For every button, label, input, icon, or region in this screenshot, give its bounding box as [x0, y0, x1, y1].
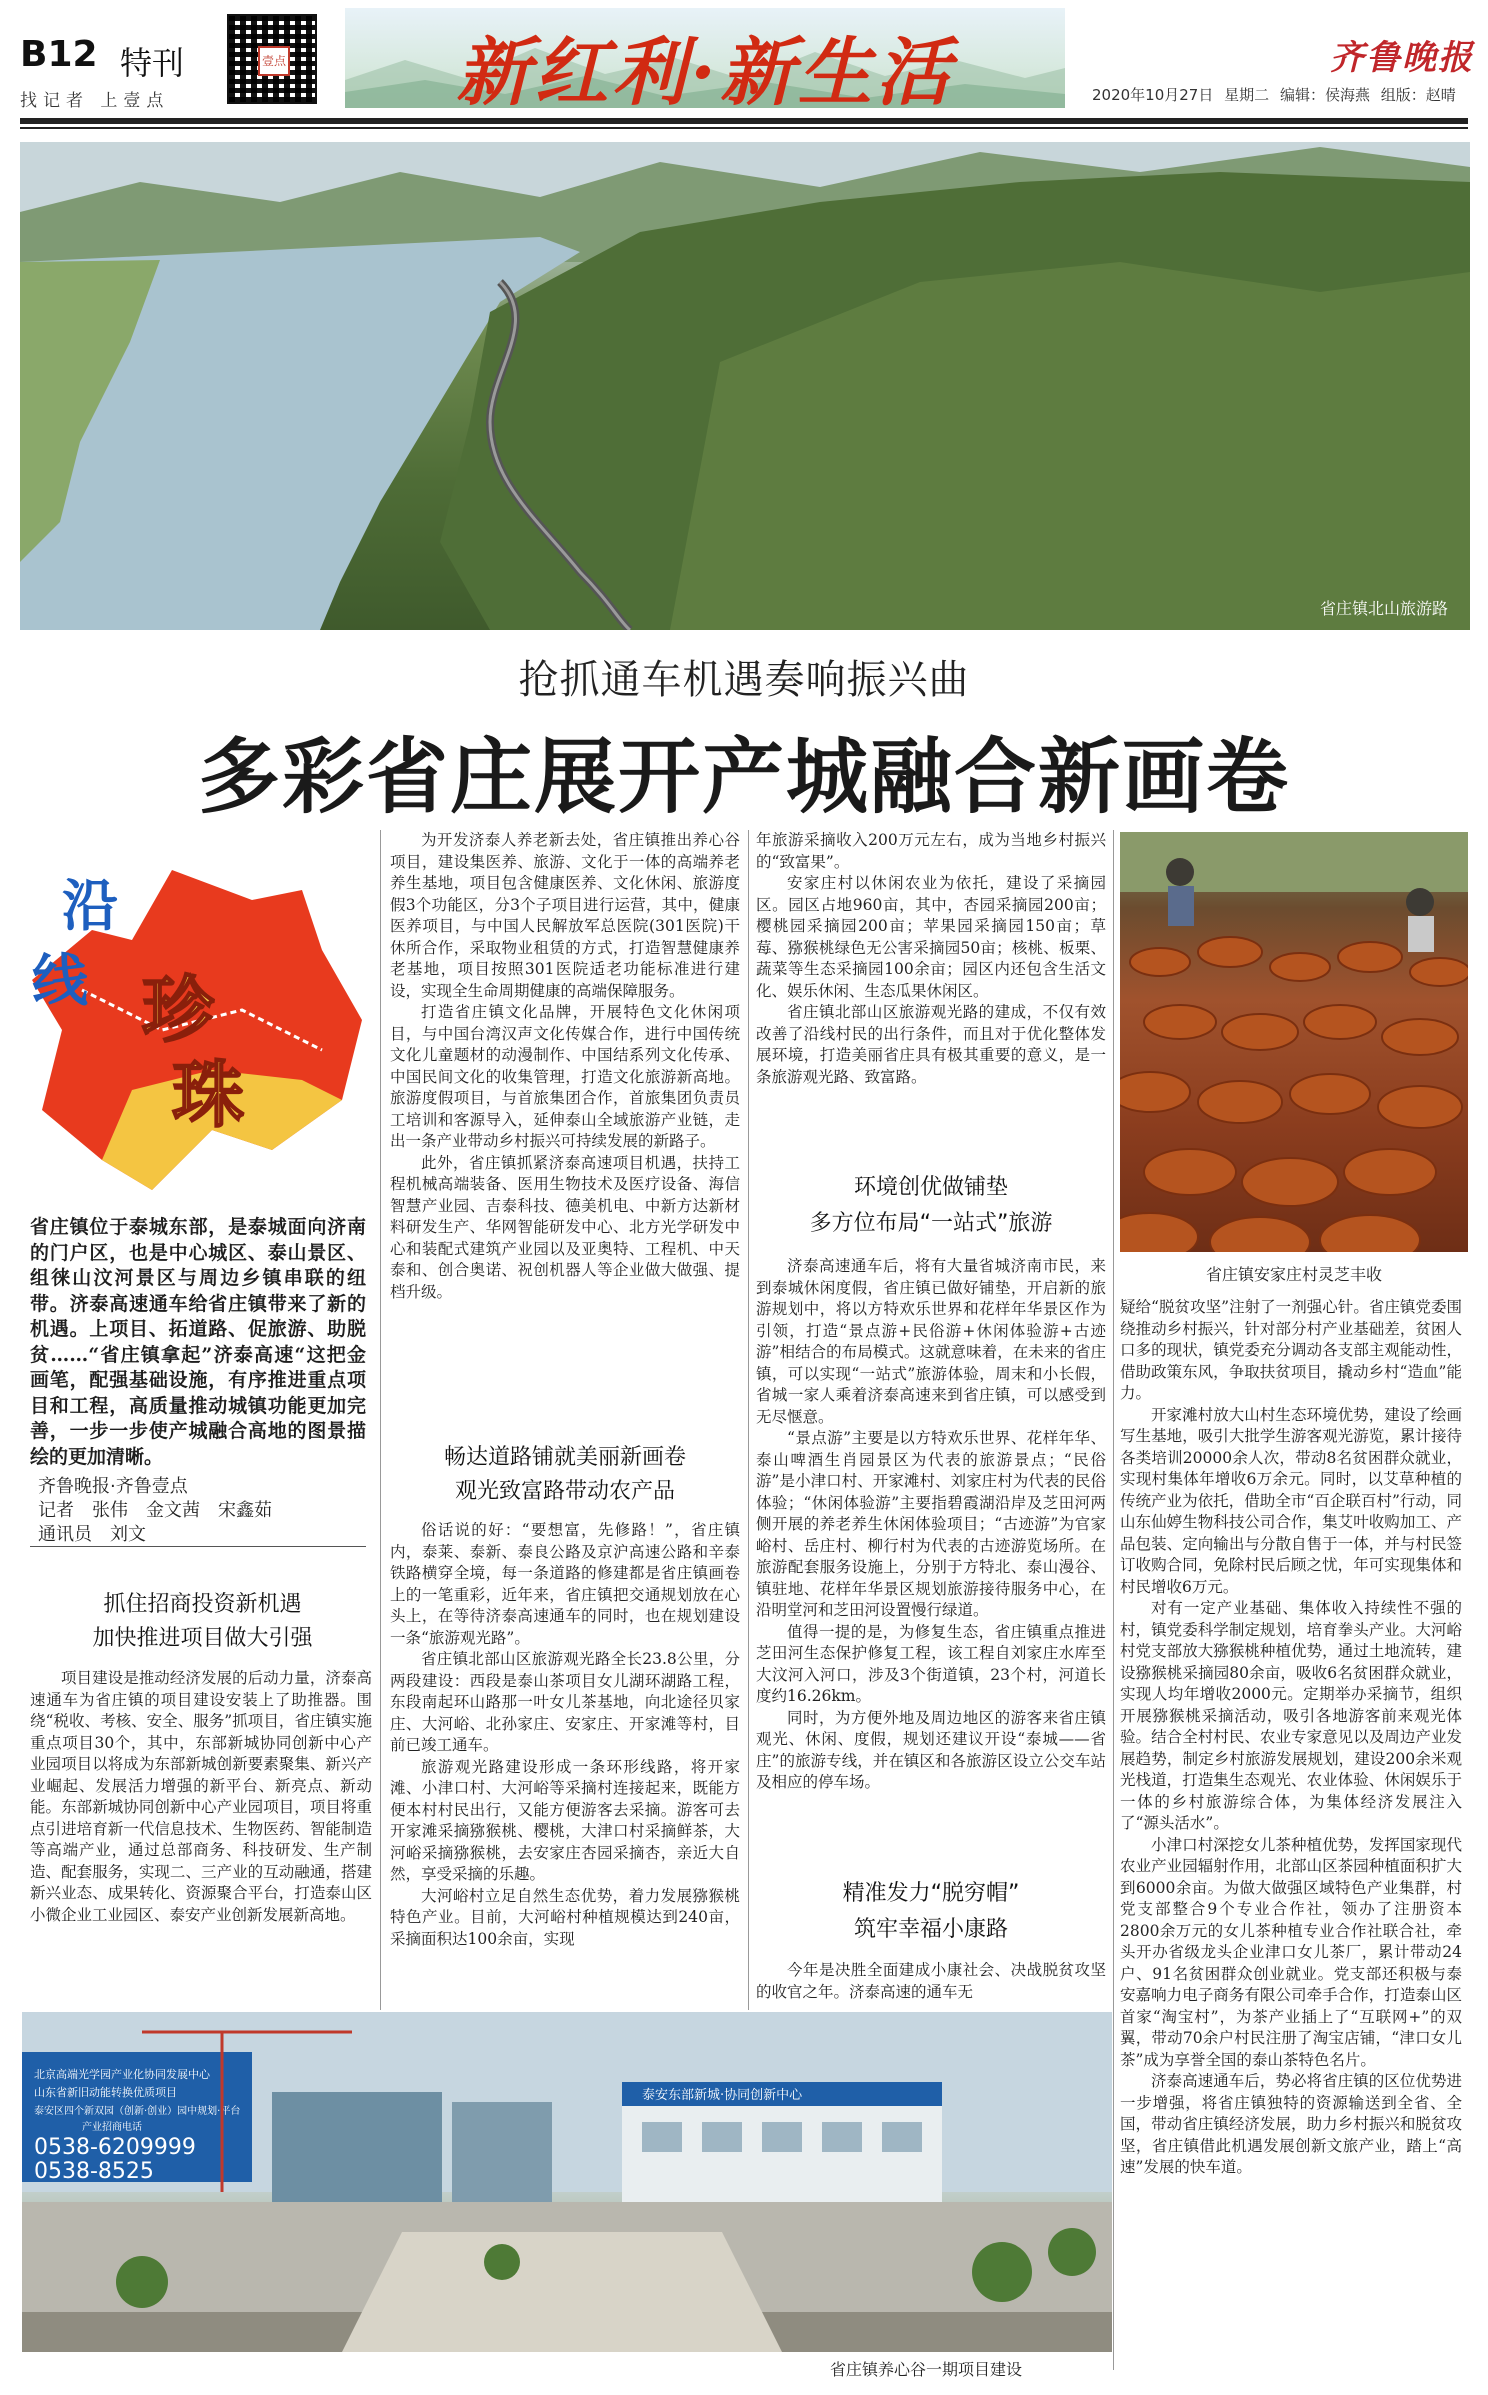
billboard-phone-2: 0538-8525 [34, 2159, 154, 2184]
subheading-poverty [756, 1876, 1106, 1948]
paragraph: 今年是决胜全面建成小康社会、决战脱贫攻坚的收官之年。济泰高速的通车无 [756, 1961, 1106, 2001]
paragraph: 省庄镇北部山区旅游观光路的建成，不仅有效改善了沿线村民的出行条件，而且对于优化整体发展环境，打造美丽省庄具有极其重要的意义，是一条旅游观光路、致富路。 [756, 1003, 1106, 1086]
column-divider [748, 830, 749, 2010]
subheading-investment [20, 1588, 385, 1656]
paragraph: 为开发济泰人养老新去处，省庄镇推出养心谷项目，建设集医养、旅游、文化于一体的高端养老养生基地，项目包含健康医养、文化休闲、旅游度假3个功能区，分3个子项目进行运营，其中，健康医养项目，与中国人民解放军总医院(301医院)干休所合作，采取物业租赁的方式，打造智慧健康养老基地，项目按照301医院适老功能标准进行建设，实现全生命周期健康的高端保障服务。 [390, 831, 740, 1000]
masthead-rule [20, 118, 1468, 124]
subheading-line: 环境创优做铺垫 [853, 1175, 1008, 1200]
hero-photo [20, 142, 1470, 630]
paragraph: 此外，省庄镇抓紧济泰高速项目机遇，扶持工程机械高端装备、医用生物技术及医疗设备、海信智慧产业园、吉泰科技、德美机电、中新方达新材料研发生产、华网智能研发中心、北方光学研发中心和装配式建筑产业园以及亚奥特、工程机、中天泰和、创合奥诺、祝创机器人等企业做大做强、提档升级。 [390, 1153, 740, 1301]
dateline [1092, 84, 1456, 105]
column-divider [380, 830, 381, 2010]
paragraph: 项目建设是推动经济发展的后动力量，济泰高速通车为省庄镇的项目建设安装上了助推器。围绕“税收、考核、安全、服务”抓项目，省庄镇实施重点项目30个，其中，东部新城协同创新中心产业园项目以将成为东部新城创新要素聚集、新兴产业崛起、发展活力增强的新平台、新亮点、新动能。东部新城协同创新中心产业园项目，项目将重点引进培育新一代信息技术、生物医药、智能制造等高端产业，通过总部商务、科技研发、生产制造、配套服务，实现二、三产业的互动融通，搭建新兴业态、成果转化、资源聚合平台，打造泰山区小微企业工业园区、泰安产业创新发展新高地。 [30, 1669, 372, 1924]
paragraph: 同时，为方便外地及周边地区的游客来省庄镇观光、休闲、度假，规划还建议开设“泰城——省庄”的旅游专线，并在镇区和各旅游区设立公交车站及相应的停车场。 [756, 1708, 1106, 1791]
section-label: 特刊 [120, 44, 185, 82]
slogan: 找记者 上壹点 [20, 91, 170, 111]
billboard-line-4: 产业招商电话 [82, 2122, 142, 2133]
map-word-4: 珠 [172, 1052, 245, 1137]
map-graphic [22, 830, 370, 1200]
column-3-end [756, 1960, 1106, 2003]
page-number: B12 [20, 34, 98, 75]
map-word-3: 珍 [142, 967, 215, 1052]
column-3 [756, 830, 1106, 1088]
weekday: 星期二 [1224, 86, 1270, 104]
paragraph: 俗话说的好：“要想富，先修路！”，省庄镇内，泰莱、泰新、泰良公路及京沪高速公路和辛泰铁路横穿全境，每一条道路的修建都是省庄镇画卷上的一笔重彩，近年来，省庄镇把交通规划放在心头上，在等待济泰高速通车的同时，也在规划建设一条“旅游观光路”。 [390, 1521, 740, 1647]
masthead-rule-thin [20, 127, 1468, 129]
banner-title: 新红利·新生活 [456, 30, 954, 116]
billboard-phone-1: 0538-6209999 [34, 2135, 196, 2160]
subheading-line: 精准发力“脱穷帽” [842, 1881, 1020, 1906]
map-word-1: 沿 [62, 873, 118, 939]
paragraph: 对有一定产业基础、集体收入持续性不强的村，镇党委科学制定规划，培育拳头产业。大河峪村党支部放大猕猴桃种植优势，通过土地流转，建设猕猴桃采摘园80余亩，吸收6名贫困群众就业，实现人均年增收2000元。定期举办采摘节，组织开展猕猴桃采摘活动，吸引各地游客前来观光体验。结合全村村民、农业专家意见以及周边产业发展趋势，制定乡村旅游发展规划，建设200余米观光栈道，打造集生态观光、农业体验、休闲娱乐于一体的乡村旅游综合体，为集体经济发展注入了“源头活水”。 [1120, 1599, 1462, 1832]
hero-caption: 省庄镇北山旅游路 [1320, 599, 1449, 618]
paragraph: 年旅游采摘收入200万元左右，成为当地乡村振兴的“致富果”。 [756, 831, 1106, 871]
billboard-line-3: 泰安区四个新双园（创新·创业）园中规划·平台 [34, 2106, 241, 2117]
paragraph: 济泰高速通车后，将有大量省城济南市民，来到泰城休闲度假，省庄镇已做好铺垫，开启新的旅游规划中，将以方特欢乐世界和花样年华景区作为引领，打造“景点游+民俗游+休闲体验游+古迹游”相结合的布局模式。这就意味着，在未来的省庄镇，可以实现“一站式”旅游体验，周末和小长假，省城一家人乘着济泰高速来到省庄镇，可以感受到无尽惬意。 [756, 1257, 1106, 1426]
paragraph: 济泰高速通车后，势必将省庄镇的区位优势进一步增强，将省庄镇独特的资源输送到全省、全国，带动省庄镇经济发展，助力乡村振兴和脱贫攻坚，省庄镇借此机遇发展创新文旅产业，踏上“高速”发展的快车道。 [1120, 2072, 1462, 2176]
byline [38, 1475, 368, 1547]
hero-landscape [20, 142, 1470, 630]
column-3-continued [756, 1256, 1106, 1794]
paragraph: 打造省庄镇文化品牌，开展特色文化休闲项目，与中国台湾汉声文化传媒合作，进行中国传统文化儿童题材的动漫制作、中国结系列文化传承、中国民间文化的收集管理，打造文化旅游新高地。旅游度假项目，与首旅集团合作，首旅集团负责员工培训和客源导入，延伸泰山全域旅游产业链，走出一条产业带动乡村振兴可持续发展的新路子。 [390, 1003, 740, 1150]
byline-correspondent: 通讯员 刘文 [38, 1524, 146, 1545]
map-word-2: 线 [32, 948, 88, 1014]
byline-outlet: 齐鲁晚报·齐鲁壹点 [38, 1476, 188, 1497]
paragraph: 安家庄村以休闲农业为依托，建设了采摘园区。园区占地960亩，其中，杏园采摘园200亩；樱桃园采摘园200亩；苹果园采摘园150亩；草莓、猕猴桃绿色无公害采摘园50亩；核桃、板栗、蔬菜等生态采摘园100余亩；园区内还包含生活文化、娱乐休闲、生态瓜果休闲区。 [756, 874, 1106, 1000]
column-1 [30, 1668, 372, 1926]
lingzhi-photo-caption: 省庄镇安家庄村灵芝丰收 [1205, 1265, 1382, 1284]
date: 2020年10月27日 [1092, 86, 1214, 104]
paragraph: “景点游”主要是以方特欢乐世界、花样年华、泰山啤酒生肖园景区为代表的旅游景点；“民俗游”是小津口村、开家滩村、刘家庄村为代表的民俗体验；“休闲体验游”主要指碧霞湖沿岸及芝田河两侧开展的养老养生休闲体验项目；“古迹游”为官家峪村、岳庄村、柳行村为代表的古迹游览场所。在旅游配套服务设施上，分别于方特北、泰山漫谷、镇驻地、花样年华景区规划旅游接待服务中心，在沿明堂河和芝田河设置慢行绿道。 [756, 1429, 1106, 1619]
subheading-tourism [756, 1170, 1106, 1242]
paragraph: 值得一提的是，为修复生态，省庄镇重点推进芝田河生态保护修复工程，该工程自刘家庄水库至大汶河入河口，涉及3个街道镇，23个村，河道长度约16.26km。 [756, 1622, 1106, 1705]
project-site-illustration [22, 2012, 1112, 2352]
paragraph: 开家滩村放大山村生态环境优势，建设了绘画写生基地，吸引大批学生游客观光游览，累计接待各类培训20000余人次，带动8名贫困群众就业，实现村集体年增收6万余元。同时，以艾草种植的传统产业为依托，借助全市“百企联百村”行动，同山东仙婷生物科技公司合作，集艾叶收购加工、产品包装、定向输出与分散自售于一体，并与村民签订收购合同，免除村民后顾之忧，年可实现集体和村民增收6万元。 [1120, 1405, 1462, 1596]
lingzhi-illustration [1120, 832, 1468, 1252]
project-photo-caption: 省庄镇养心谷一期项目建设 [830, 2360, 1023, 2379]
newspaper-name: 齐鲁晚报 [1330, 38, 1474, 78]
subheading-line: 多方位布局“一站式”旅游 [809, 1211, 1053, 1236]
subheading-line: 观光致富路带动农产品 [454, 1479, 675, 1504]
column-4 [1120, 1297, 1462, 2179]
article-kicker: 抢抓通车机遇奏响振兴曲 [518, 657, 970, 703]
building-sign: 泰安东部新城·协同创新中心 [642, 2088, 803, 2103]
lingzhi-harvest-photo [1120, 832, 1468, 1252]
subheading-line: 加快推进项目做大引强 [92, 1626, 313, 1651]
qr-logo: 壹点 [258, 46, 290, 76]
yangxingu-project-photo [22, 2012, 1112, 2352]
column-divider [1113, 830, 1114, 2370]
divider [30, 1546, 366, 1547]
paragraph: 疑给“脱贫攻坚”注射了一剂强心针。省庄镇党委围绕推动乡村振兴，针对部分村产业基础差，贫困人口多的现状，镇党委充分调动各支部主观能动性，借助政策东风，争取扶贫项目，撬动乡村“造血”能力。 [1120, 1298, 1462, 1402]
article-intro: 省庄镇位于泰城东部，是泰城面向济南的门户区，也是中心城区、泰山景区、组徕山汶河景区与周边乡镇串联的纽带。济泰高速通车给省庄镇带来了新的机遇。上项目、拓道路、促旅游、助脱贫……“省庄镇拿起”济泰高速“这把金画笔，配强基础设施，有序推进重点项目和工程，高质量推动城镇功能更加完善，一步一步使产城融合高地的图景描绘的更加清晰。 [30, 1216, 366, 1468]
editor: 编辑：侯海燕 [1279, 86, 1370, 104]
paragraph: 大河峪村立足自然生态优势，着力发展猕猴桃特色产业。目前，大河峪村种植规模达到240亩，采摘面积达100余亩，实现 [390, 1886, 740, 1948]
billboard-line-2: 山东省新旧动能转换优质项目 [34, 2086, 177, 2099]
paragraph: 小津口村深挖女儿茶种植优势，发挥国家现代农业产业园辐射作用，北部山区茶园种植面积扩大到6000余亩。为做大做强区域特色产业集群，村党支部整合9个专业合作社，领办了注册资本2800余万元的女儿茶种植专业合作社联合社，牵头开办省级龙头企业津口女儿茶厂，累计带动24户、91名贫困群众创业就业。党支部还积极与泰安嘉响力电子商务有限公司牵手合作，打造泰山区首家“淘宝村”，为茶产业插上了“互联网+”的双翼，带动70余户村民注册了淘宝店铺，“津口女儿茶”成为享誉全国的泰山茶特色名片。 [1120, 1835, 1462, 2069]
paragraph: 省庄镇北部山区旅游观光路全长23.8公里，分两段建设：西段是泰山茶项目女儿湖环湖路工程，东段南起环山路那一叶女儿茶基地，向北途径贝家庄、大河峪、北孙家庄、安家庄、开家滩等村，目前已竣工通车。 [390, 1650, 740, 1754]
subheading-line: 抓住招商投资新机遇 [103, 1592, 302, 1617]
subheading-line: 筑牢幸福小康路 [853, 1917, 1008, 1942]
subheading-line: 畅达道路铺就美丽新画卷 [443, 1445, 686, 1470]
article-headline: 多彩省庄展开产城融合新画卷 [197, 730, 1290, 825]
subheading-roads [390, 1441, 740, 1509]
column-2-continued [390, 1520, 740, 1950]
billboard-line-1: 北京高端光学园产业化协同发展中心 [34, 2068, 210, 2081]
paragraph: 旅游观光路建设形成一条环形线路，将开家滩、小津口村、大河峪等采摘村连接起来，既能方便本村村民出行，又能方便游客去采摘。游客可去开家滩采摘猕猴桃、樱桃，大津口村采摘鲜茶，大河峪采摘猕猴桃，去安家庄杏园采摘杏，亲近大自然，享受采摘的乐趣。 [390, 1757, 740, 1883]
designer: 组版：赵晴 [1380, 86, 1456, 104]
byline-reporters: 记者 张伟 金文茜 宋鑫茹 [38, 1500, 272, 1521]
column-2 [390, 830, 740, 1303]
